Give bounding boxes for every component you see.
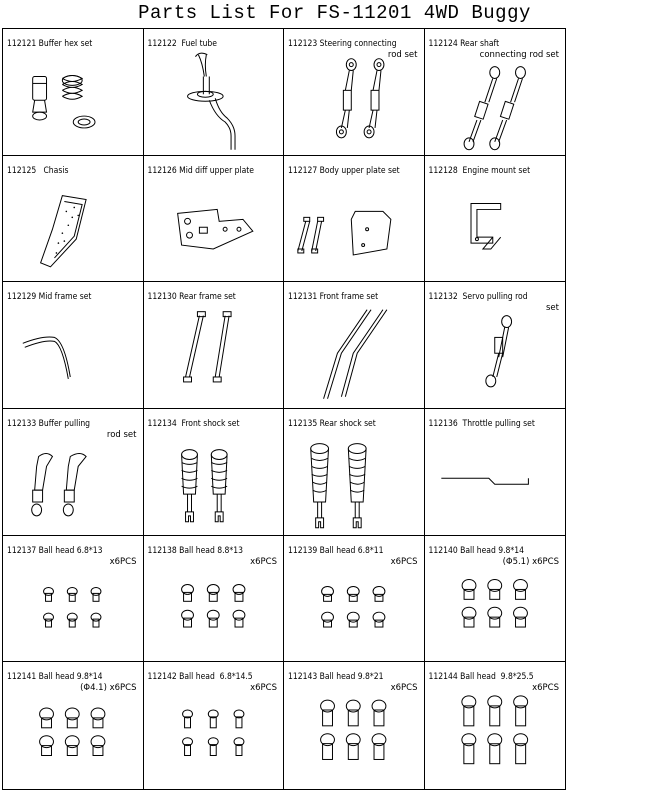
servo-rod-illustration [425, 282, 566, 408]
part-label: 112124 Rear shaft [428, 39, 500, 49]
part-label-continued: x6PCS [390, 683, 418, 694]
ball-heads-illustration [284, 662, 424, 789]
page-title: Parts List For FS-11201 4WD Buggy [138, 2, 531, 24]
ball-heads-illustration [3, 536, 143, 662]
parts-grid [2, 28, 566, 790]
ball-heads-illustration [144, 536, 284, 662]
part-label-continued: x6PCS [390, 556, 418, 567]
part-cell-112129 [3, 282, 144, 409]
part-cell-112139 [284, 536, 425, 663]
steering-rod-illustration [284, 29, 424, 155]
part-label: 112144 Ball head 9.8*25.5 [428, 672, 534, 683]
part-cell-112136 [425, 409, 566, 536]
part-label-continued: x6PCS [250, 556, 277, 567]
part-label: 112138 Ball head 8.8*13 [147, 545, 243, 556]
part-label: 112132 Servo pulling rod [428, 292, 528, 303]
mid-diff-plate-illustration [144, 156, 284, 282]
part-cell-112140 [425, 536, 566, 663]
part-label: 112137 Ball head 6.8*13 [7, 545, 103, 556]
part-label-continued: x6PCS [532, 683, 559, 694]
part-cell-112133 [3, 409, 144, 536]
chassis-illustration [3, 156, 143, 282]
fuel-tube-illustration [144, 29, 284, 155]
part-cell-112121 [3, 29, 144, 156]
part-label: 112142 Ball head 6.8*14.5 [147, 672, 253, 683]
part-label: 112125 Chasis [7, 165, 69, 176]
ball-heads-illustration [425, 536, 566, 662]
body-plate-illustration [284, 156, 424, 282]
part-label: 112127 Body upper plate set [288, 165, 400, 176]
part-cell-112138 [144, 536, 285, 663]
part-label: 112126 Mid diff upper plate [147, 165, 255, 176]
part-label: 112128 Engine mount set [428, 165, 531, 176]
part-cell-112128 [425, 156, 566, 283]
part-label: 112134 Front shock set [147, 418, 240, 429]
part-cell-112130 [144, 282, 285, 409]
part-label-continued: (Φ5.1) x6PCS [502, 556, 559, 567]
part-label-continued: x6PCS [109, 556, 137, 567]
rear-frame-illustration [144, 282, 284, 408]
part-label: 112130 Rear frame set [147, 292, 236, 303]
rear-shaft-rod-illustration [425, 29, 566, 155]
part-cell-112134 [144, 409, 285, 536]
part-label: 112140 Ball head 9.8*14 [428, 545, 524, 556]
part-label-continued: (Φ4.1) x6PCS [80, 683, 137, 694]
part-cell-112125 [3, 156, 144, 283]
front-frame-illustration [284, 282, 424, 408]
part-label: 112133 Buffer pulling [7, 418, 91, 429]
part-label-continued: x6PCS [250, 683, 277, 694]
part-cell-112123 [284, 29, 425, 156]
part-cell-112132 [425, 282, 566, 409]
engine-mount-illustration [425, 156, 566, 282]
part-cell-112124 [425, 29, 566, 156]
front-shock-illustration [144, 409, 284, 535]
part-label: 112123 Steering connecting [288, 39, 397, 49]
part-cell-112135 [284, 409, 425, 536]
part-label-continued: set [546, 303, 559, 314]
buffer-hex-set-illustration [3, 29, 143, 155]
part-cell-112142 [144, 662, 285, 789]
part-label: 112122 Fuel tube [147, 39, 217, 49]
part-label-continued: rod set [106, 429, 137, 440]
part-label-continued: rod set [387, 50, 418, 60]
mid-frame-illustration [3, 282, 143, 408]
part-cell-112131 [284, 282, 425, 409]
ball-heads-illustration [425, 662, 566, 789]
part-cell-112141 [3, 662, 144, 789]
rear-shock-illustration [284, 409, 424, 535]
part-cell-112127 [284, 156, 425, 283]
part-label: 112141 Ball head 9.8*14 [7, 672, 103, 683]
part-cell-112137 [3, 536, 144, 663]
part-label: 112121 Buffer hex set [7, 39, 93, 49]
part-label: 112136 Throttle pulling set [428, 418, 535, 429]
part-label: 112143 Ball head 9.8*21 [288, 672, 384, 683]
part-cell-112143 [284, 662, 425, 789]
part-cell-112126 [144, 156, 285, 283]
part-cell-112122 [144, 29, 285, 156]
part-label: 112135 Rear shock set [288, 418, 376, 429]
part-label-continued: connecting rod set [479, 50, 559, 60]
throttle-rod-illustration [425, 409, 566, 535]
part-label: 112129 Mid frame set [7, 292, 92, 303]
ball-heads-illustration [284, 536, 424, 662]
part-label: 112131 Front frame set [288, 292, 379, 303]
buffer-rod-illustration [3, 409, 143, 535]
part-label: 112139 Ball head 6.8*11 [288, 545, 384, 556]
part-cell-112144 [425, 662, 566, 789]
ball-heads-illustration [144, 662, 284, 789]
ball-heads-illustration [3, 662, 143, 789]
